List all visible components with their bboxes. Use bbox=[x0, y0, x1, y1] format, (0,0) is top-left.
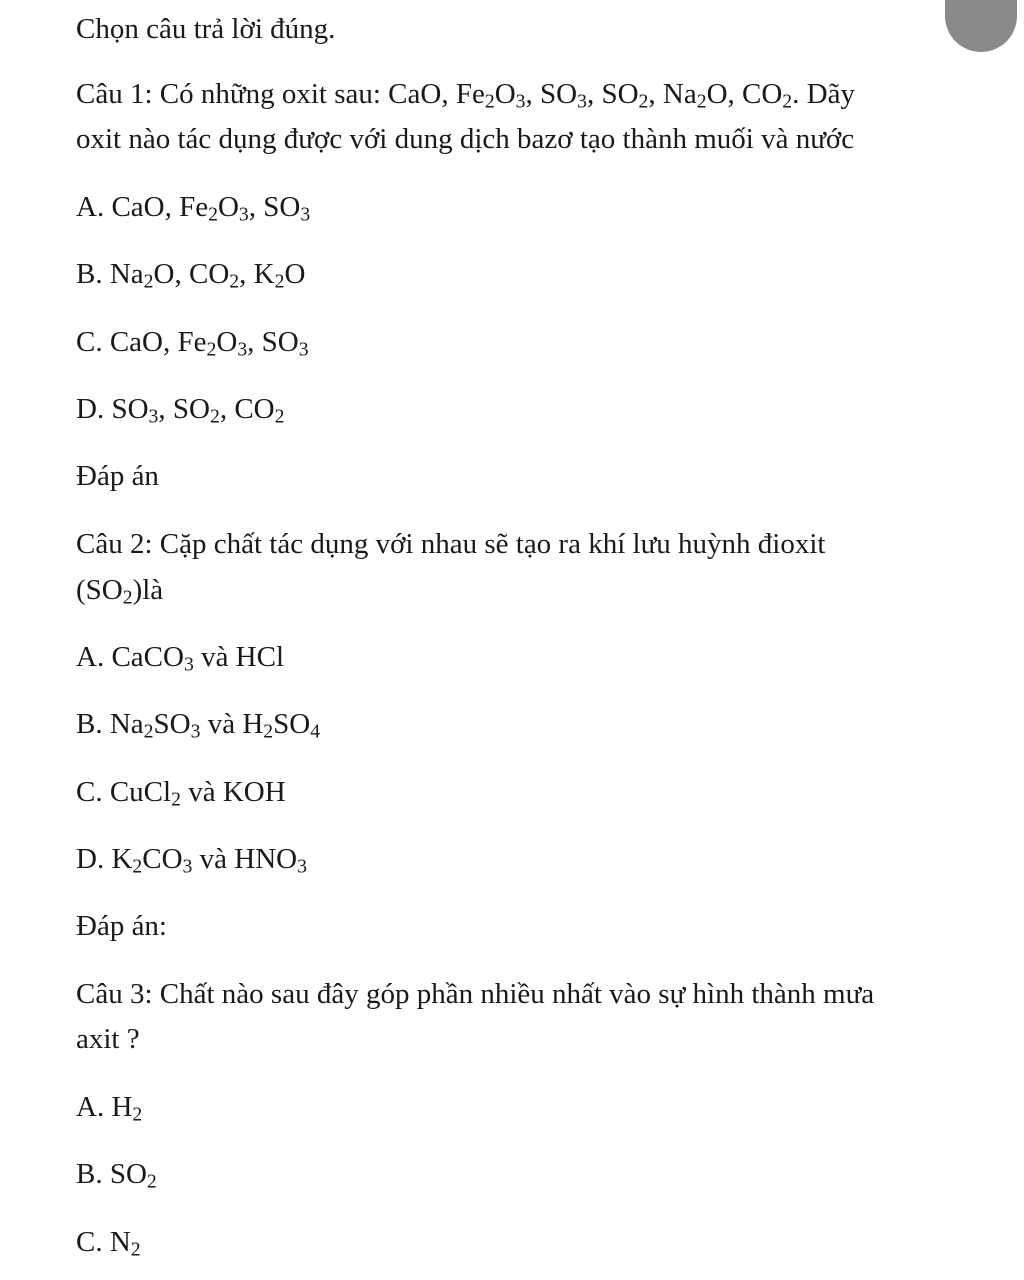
question-1-option-a: A. CaO, $Fe_2O_3$, $SO_3$ bbox=[76, 191, 311, 226]
question-2-option-a: A. CaCO$_3$ và HCl bbox=[76, 641, 285, 676]
question-2-option-c: C. CuCl$_2$ và KOH bbox=[76, 776, 286, 811]
question-1-line-2: oxit nào tác dụng được với dung dịch bazơ tạo thành muối và nước bbox=[76, 123, 855, 155]
question-3-option-b: B. $SO_2$ bbox=[76, 1158, 157, 1193]
question-1-answer-label: Đáp án bbox=[76, 460, 159, 492]
question-2-line-1: Câu 2: Cặp chất tác dụng với nhau sẽ tạo ra khí lưu huỳnh đioxit bbox=[76, 528, 826, 560]
question-1-option-d: D. $SO_3$, $SO_2$, $CO_2$ bbox=[76, 393, 285, 428]
question-3-line-2: axit ? bbox=[76, 1023, 140, 1055]
instruction-text: Chọn câu trả lời đúng. bbox=[76, 13, 336, 45]
question-3-option-a: A. $H_2$ bbox=[76, 1091, 143, 1126]
question-1-line-1: Câu 1: Có những oxit sau: CaO, $Fe_2O_3$, $SO_3$, $SO_2$, $Na_2O$, $CO_2$. Dãy bbox=[76, 78, 855, 113]
question-3-line-1: Câu 3: Chất nào sau đây góp phần nhiều nhất vào sự hình thành mưa bbox=[76, 978, 875, 1010]
question-1-option-c: C. CaO, $Fe_2O_3$, $SO_3$ bbox=[76, 326, 309, 361]
question-3-option-c: C. $N_2$ bbox=[76, 1226, 141, 1261]
question-2-option-d: D. $K_2CO_3$ và $HNO_3$ bbox=[76, 843, 307, 878]
question-1-option-b: B. $Na_2O$, $CO_2$, $K_2O$ bbox=[76, 258, 306, 293]
question-2-option-b: B. $Na_2SO_3$ và $H_2SO_4$ bbox=[76, 708, 321, 743]
scroll-indicator[interactable] bbox=[945, 0, 1017, 52]
question-2-answer-label: Đáp án: bbox=[76, 910, 167, 942]
question-2-line-2: $(SO_2)là$ bbox=[76, 574, 164, 609]
